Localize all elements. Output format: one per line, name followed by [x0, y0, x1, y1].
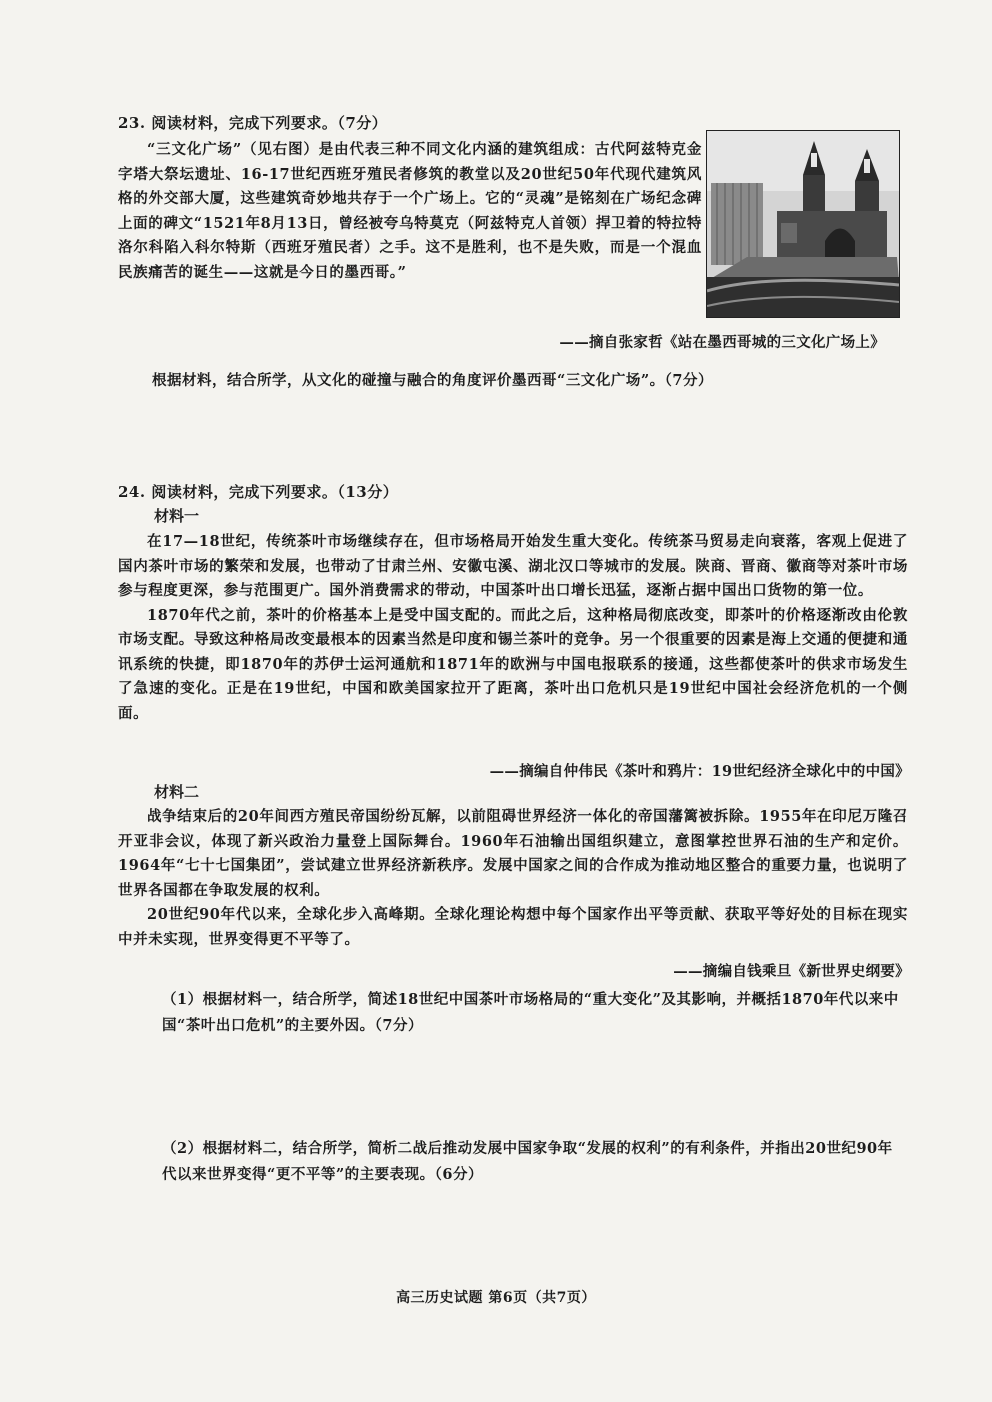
plaza-photo: [706, 130, 900, 318]
material-1-label: 材料一: [154, 507, 200, 525]
q24-requirement-1: （1）根据材料一，结合所学，简述18世纪中国茶叶市场格局的“重大变化”及其影响，并概括1870年代以来中国“茶叶出口危机”的主要外因。（7分）: [162, 991, 899, 1034]
q24-requirement-2: （2）根据材料二，结合所学，简析二战后推动发展中国家争取“发展的权利”的有利条件，并指出20世纪90年代以来世界变得“更不平等”的主要表现。（6分）: [162, 1140, 893, 1183]
q23-material-text: “三文化广场”（见右图）是由代表三种不同文化内涵的建筑组成：古代阿兹特克金字塔大祭坛遗址、16-17世纪西班牙殖民者修筑的教堂以及20世纪50年代现代建筑风格的外交部大厦，这些建筑奇妙地共存于一个广场上。它的“灵魂”是铭刻在广场纪念碑上面的碑文“1521年8月13日，曾经被夸乌特莫克（阿兹特克人首领）捍卫着的特拉特洛尔科陷入科尔特斯（西班牙殖民者）之手。这不是胜利，也不是失败，而是一个混血民族痛苦的诞生——这就是今日的墨西哥。”: [118, 141, 702, 281]
material-2-paragraph-1: 战争结束后的20年间西方殖民帝国纷纷瓦解，以前阻碍世界经济一体化的帝国藩篱被拆除。1955年在印尼万隆召开亚非会议，体现了新兴政治力量登上国际舞台。1960年石油输出国组织建立，意图掌控世界石油的生产和定价。1964年“七十七国集团”，尝试建立世界经济新秩序。发展中国家之间的合作成为推动地区整合的重要力量，也说明了世界各国都在争取发展的权利。: [118, 808, 908, 899]
q23-source: ——摘自张家哲《站在墨西哥城的三文化广场上》: [559, 334, 885, 351]
question-24-title: 24. 阅读材料，完成下列要求。（13分）: [118, 483, 399, 501]
q23-question: 根据材料，结合所学，从文化的碰撞与融合的角度评价墨西哥“三文化广场”。（7分）: [152, 372, 714, 389]
question-23-title: 23. 阅读材料，完成下列要求。（7分）: [118, 114, 388, 132]
material-1-body: [118, 530, 908, 726]
material-1-paragraph-1: 在17—18世纪，传统茶叶市场继续存在，但市场格局开始发生重大变化。传统茶马贸易走向衰落，客观上促进了国内茶叶市场的繁荣和发展，也带动了甘肃兰州、安徽屯溪、湖北汉口等城市的发展。陕商、晋商、徽商等对茶叶市场参与程度更深，参与范围更广。国外消费需求的带动，中国茶叶出口增长迅猛，逐渐占据中国出口货物的第一位。: [118, 533, 908, 599]
material-1-paragraph-2: 1870年代之前，茶叶的价格基本上是受中国支配的。而此之后，这种格局彻底改变，即茶叶的价格逐渐改由伦敦市场支配。导致这种格局改变最根本的因素当然是印度和锡兰茶叶的竞争。另一个很重要的因素是海上交通的便捷和通讯系统的快捷，即1870年的苏伊士运河通航和1871年的欧洲与中国电报联系的接通，这些都使茶叶的供求市场发生了急速的变化。正是在19世纪，中国和欧美国家拉开了距离，茶叶出口危机只是19世纪中国社会经济危机的一个侧面。: [118, 606, 908, 722]
material-2-source: ——摘编自钱乘旦《新世界史纲要》: [673, 963, 910, 980]
material-2-body: [118, 805, 908, 952]
material-2-paragraph-2: 20世纪90年代以来，全球化步入高峰期。全球化理论构想中每个国家作出平等贡献、获取平等好处的目标在现实中并未实现，世界变得更不平等了。: [118, 906, 908, 948]
material-1-source: ——摘编自仲伟民《茶叶和鸦片：19世纪经济全球化中的中国》: [489, 763, 910, 780]
material-2-label: 材料二: [154, 783, 200, 801]
question-23-material: [118, 138, 702, 285]
page-footer: 高三历史试题 第6页（共7页）: [396, 1290, 596, 1306]
